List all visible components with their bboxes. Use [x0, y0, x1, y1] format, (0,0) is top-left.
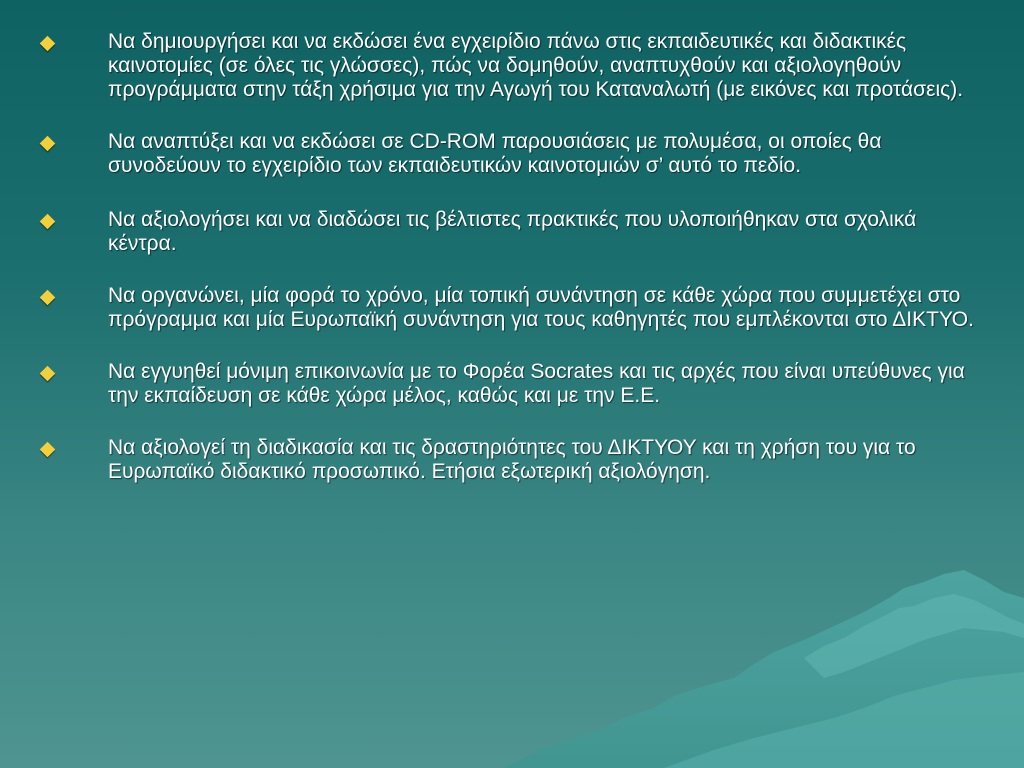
bullet-list — [38, 30, 988, 512]
bullet-item — [38, 436, 988, 484]
mountain-silhouette-decoration — [504, 568, 1024, 768]
bullet-text: Να αξιολογήσει και να διαδώσει τις βέλτιστες πρακτικές που υλοποιήθηκαν στα σχολικά κέντρα. — [108, 208, 917, 255]
diamond-icon — [40, 36, 56, 52]
bullet-text: Να αναπτύξει και να εκδώσει σε CD-ROM παρουσιάσεις με πολυμέσα, οι οποίες θα συνοδεύουν το εγχειρίδιο των εκπαιδευτικών καινοτομιών σ’ αυτό το πεδίο. — [108, 130, 882, 177]
bullet-text: Να δημιουργήσει και να εκδώσει ένα εγχειρίδιο πάνω στις εκπαιδευτικές και διδακτικές καινοτομίες (σε όλες τις γλώσσες), πώς να δομηθούν, αναπτυχθούν και αξιολογηθούν προγράμματα στην τάξη χρήσιμα για την Αγωγή του Καταναλωτή (με εικόνες και προτάσεις). — [108, 30, 964, 101]
diamond-icon — [40, 136, 56, 152]
diamond-icon — [40, 442, 56, 458]
diamond-icon — [40, 214, 56, 230]
bullet-text: Να οργανώνει, μία φορά το χρόνο, μία τοπική συνάντηση σε κάθε χώρα που συμμετέχει στο πρόγραμμα και μία Ευρωπαϊκή συνάντηση για τους καθηγητές που εμπλέκονται στο ΔΙΚΤΥΟ. — [108, 284, 974, 331]
bullet-item — [38, 360, 988, 408]
diamond-icon — [40, 366, 56, 382]
bullet-text: Να εγγυηθεί μόνιμη επικοινωνία με το Φορέα Socrates και τις αρχές που είναι υπεύθυνες για την εκπαίδευση σε κάθε χώρα μέλος, καθώς και με την Ε.Ε. — [108, 360, 965, 407]
bullet-item — [38, 284, 988, 332]
bullet-item — [38, 130, 988, 178]
diamond-icon — [40, 290, 56, 306]
bullet-text: Να αξιολογεί τη διαδικασία και τις δραστηριότητες του ΔΙΚΤΥΟΥ και τη χρήση του για το Ευρωπαϊκό διδακτικό προσωπικό. Ετήσια εξωτερική αξιολόγηση. — [108, 436, 916, 483]
bullet-item — [38, 30, 988, 102]
bullet-item — [38, 208, 988, 256]
